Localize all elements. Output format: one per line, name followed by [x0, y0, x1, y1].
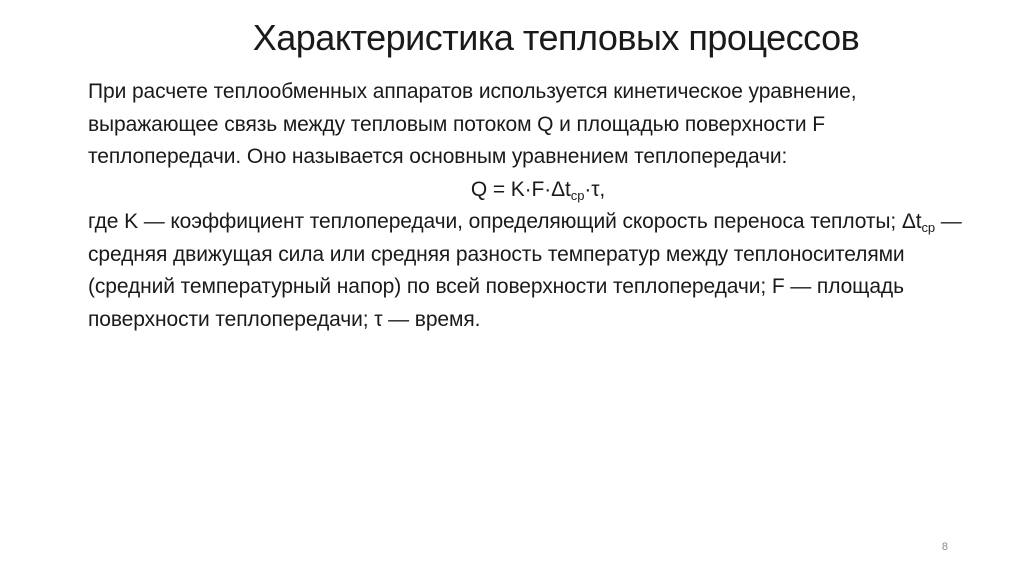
- page-number: 8: [941, 541, 948, 553]
- formula-subscript: ср: [570, 187, 585, 203]
- explanation-paragraph: [88, 206, 968, 336]
- slide-title-text: Характеристика тепловых процессов: [252, 17, 860, 58]
- explanation-part1: где K — коэффициент теплопередачи, определяющий скорость переноса теплоты; Δt: [88, 210, 922, 233]
- explanation-subscript: ср: [921, 220, 936, 235]
- slide-title: [0, 14, 1024, 62]
- formula: [88, 174, 968, 207]
- formula-lhs: Q = K·F·Δt: [470, 177, 571, 201]
- explanation-part2: — средняя движущая сила или средняя разность температур между теплоносителями (средний температурный напор) по всей поверхности теплопередачи; F — площадь поверхности теплопередачи; τ — время.: [88, 210, 962, 331]
- slide-body: [88, 76, 968, 336]
- formula-rhs: ·τ,: [584, 177, 606, 201]
- intro-paragraph: При расчете теплообменных аппаратов используется кинетическое уравнение, выражающее связь между тепловым потоком Q и площадью поверхности F теплопередачи. Оно называется основным уравнением теплопередачи:: [88, 80, 857, 168]
